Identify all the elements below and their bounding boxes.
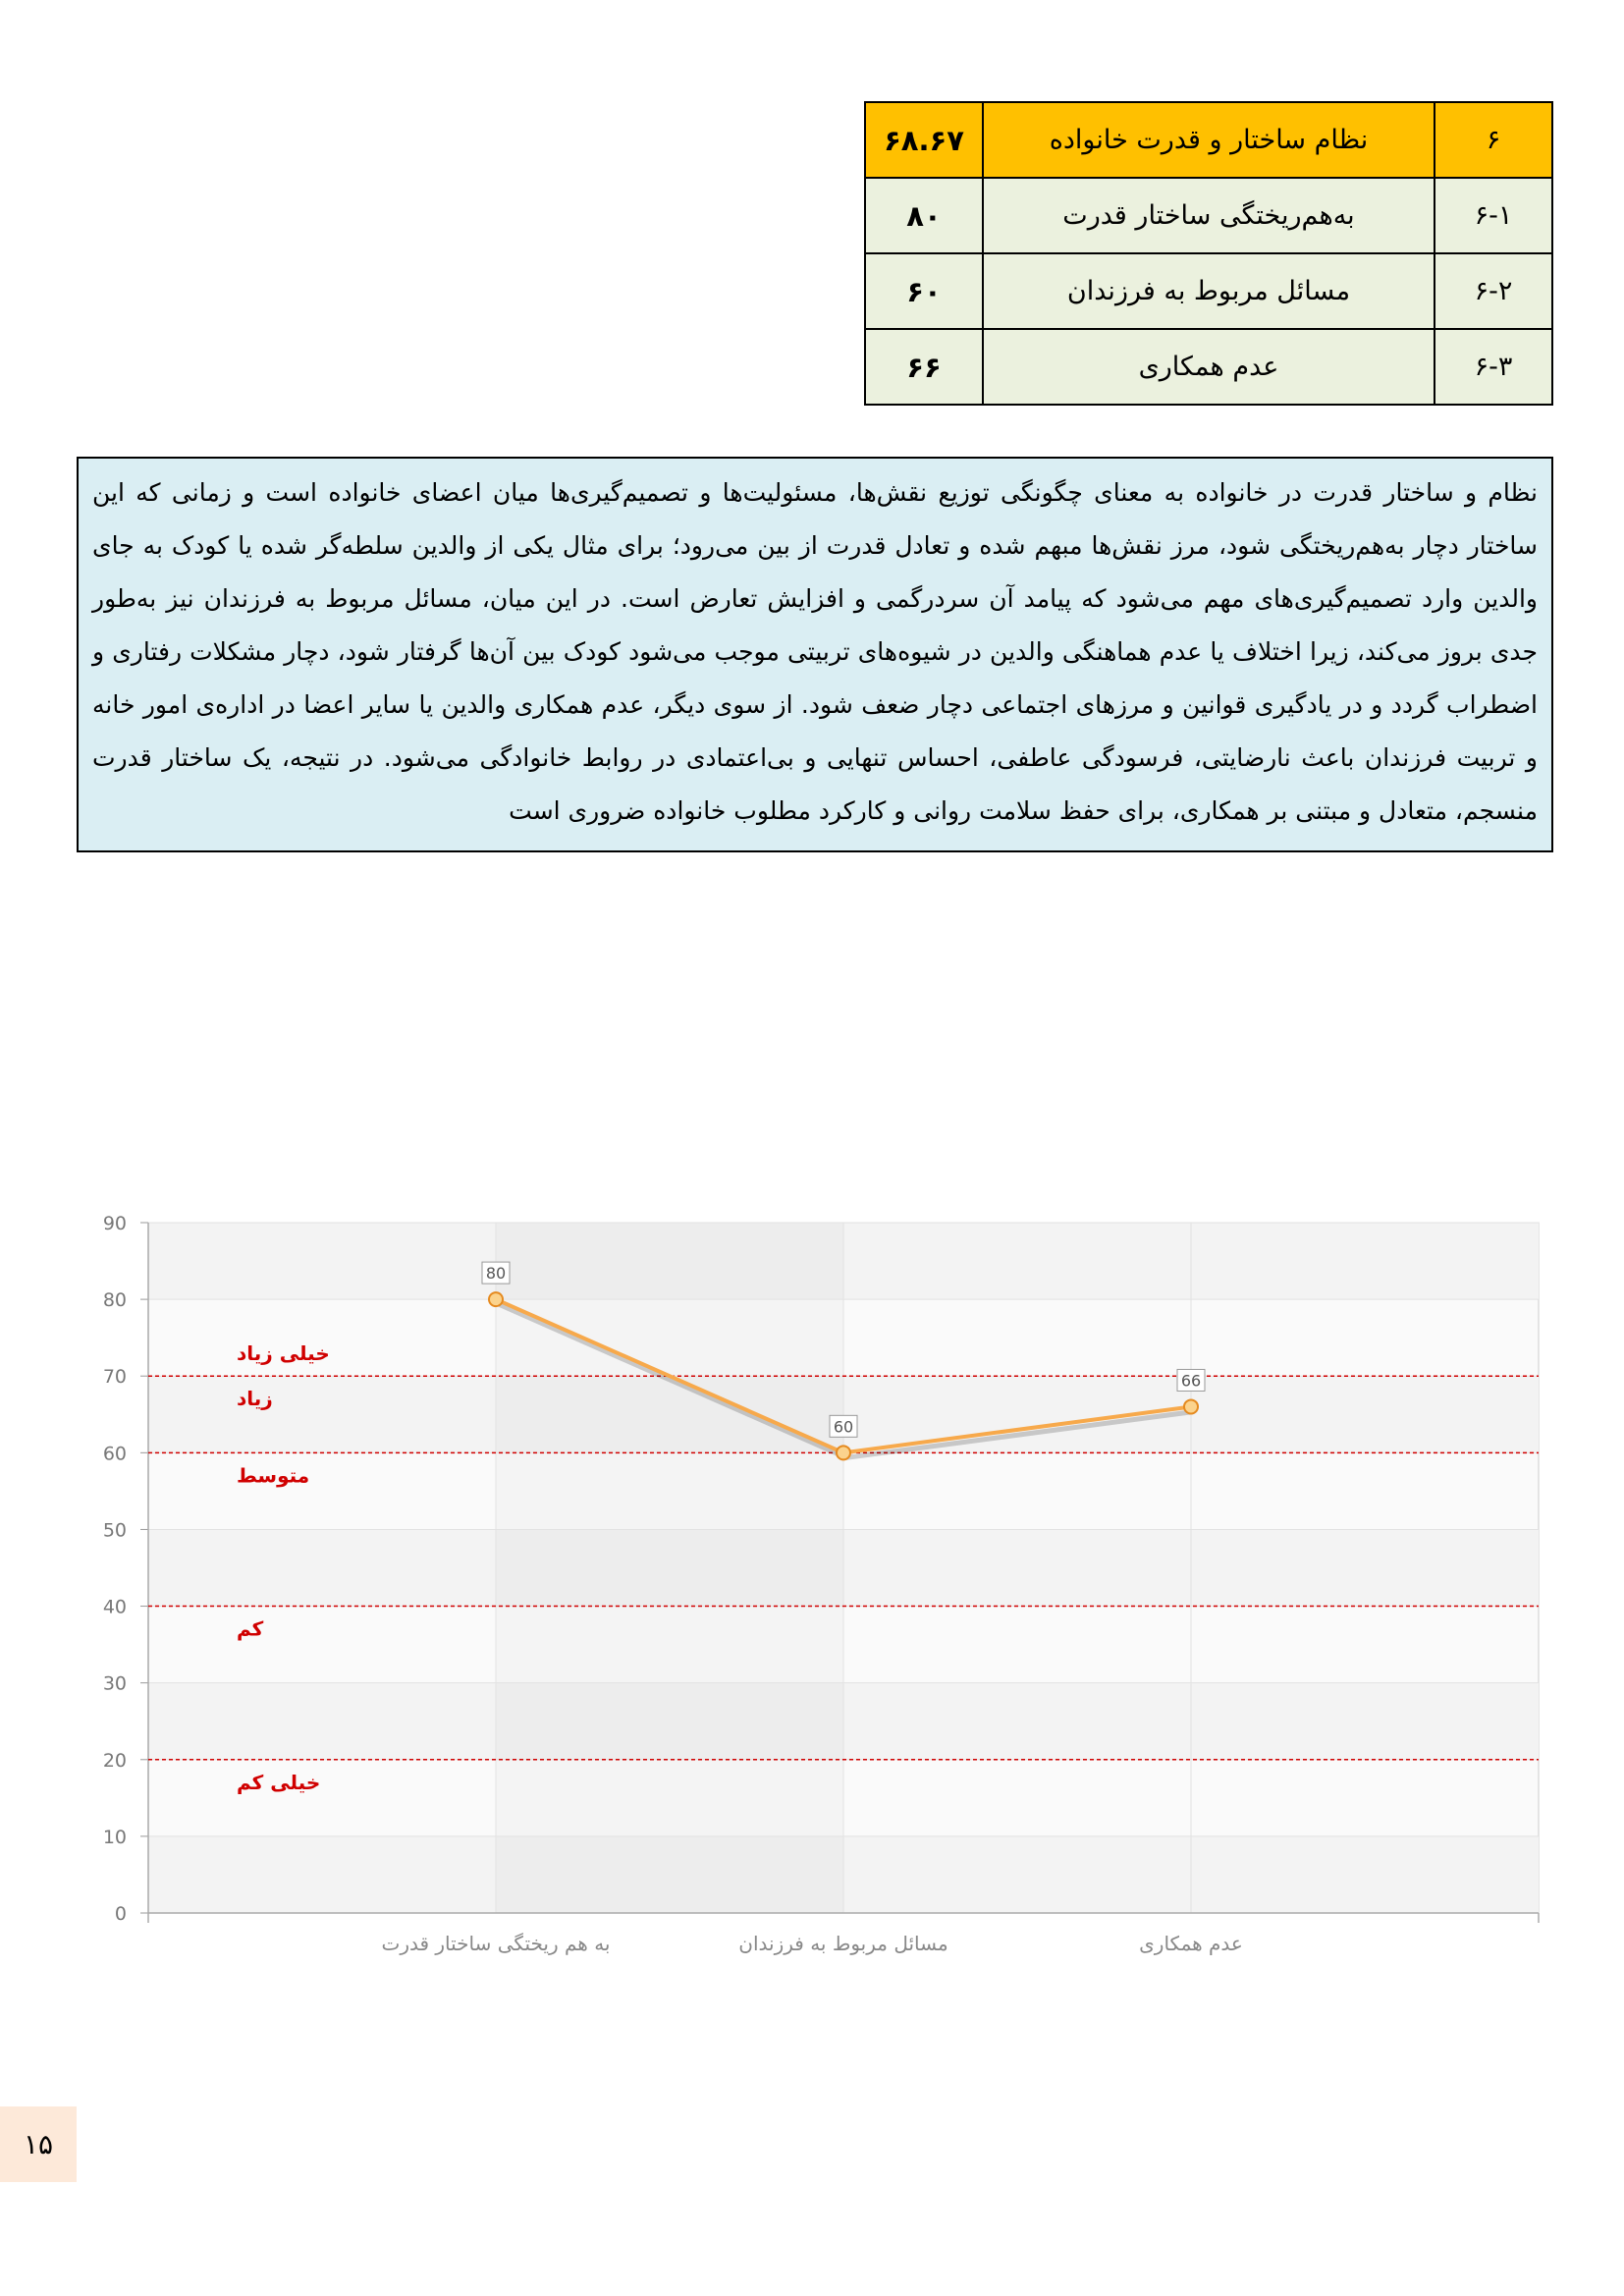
- band-label: خیلی کم: [237, 1770, 321, 1794]
- data-label: 66: [1180, 1371, 1202, 1391]
- y-tick-label: 0: [114, 1903, 127, 1925]
- y-tick-label: 20: [102, 1749, 127, 1772]
- explanation-box: [77, 457, 1553, 852]
- score-table-header-row: [865, 102, 1552, 178]
- table-row: [865, 178, 1552, 253]
- section-score: ۶۸.۶۷: [865, 102, 983, 178]
- band-label: زیاد: [237, 1387, 273, 1411]
- data-label: 80: [485, 1264, 507, 1284]
- row-score: ۸۰: [865, 178, 983, 253]
- page-number: [0, 2106, 77, 2182]
- y-tick-label: 90: [102, 1213, 127, 1234]
- y-tick-label: 30: [102, 1672, 127, 1695]
- data-label: 60: [833, 1417, 854, 1437]
- y-tick-label: 80: [102, 1289, 127, 1312]
- y-tick-label: 60: [102, 1443, 127, 1465]
- row-code: ۶-۳: [1435, 329, 1552, 405]
- data-point: [837, 1446, 850, 1459]
- row-code: ۶-۱: [1435, 178, 1552, 253]
- row-title: عدم همکاری: [983, 329, 1435, 405]
- row-title: به‌هم‌ریختگی ساختار قدرت: [983, 178, 1435, 253]
- row-score: ۶۰: [865, 253, 983, 329]
- y-tick-label: 10: [102, 1826, 127, 1848]
- table-row: [865, 329, 1552, 405]
- page-number-text: ۱۵: [23, 2128, 54, 2160]
- data-point: [1184, 1399, 1198, 1413]
- band-label: کم: [237, 1616, 264, 1641]
- band-label: خیلی زیاد: [237, 1341, 330, 1366]
- data-point: [489, 1292, 503, 1306]
- line-chart: [0, 1159, 1624, 1994]
- table-row: [865, 253, 1552, 329]
- row-score: ۶۶: [865, 329, 983, 405]
- row-code: ۶-۲: [1435, 253, 1552, 329]
- y-tick-label: 40: [102, 1596, 127, 1618]
- x-tick-label: به هم ریختگی ساختار قدرت: [381, 1932, 611, 1955]
- explanation-text: نظام و ساختار قدرت در خانواده به معنای چگونگی توزیع نقش‌ها، مسئولیت‌ها و تصمیم‌گیری‌ها میان اعضای خانواده است و زمانی که این ساختار دچار به‌هم‌ریختگی شود، مرز نقش‌ها مبهم شده و تعادل قدرت از بین می‌رود؛ برای مثال یکی از والدین سلطه‌گر شده یا کودک به جای والدین وارد تصمیم‌گیری‌های مهم می‌شود که پیامد آن سردرگمی و افزایش تعارض است. در این میان، مسائل مربوط به فرزندان نیز به‌طور جدی بروز می‌کند، زیرا اختلاف یا عدم هماهنگی والدین در شیوه‌های تربیتی موجب می‌شود کودک بین آن‌ها گرفتار شود، دچار مشکلات رفتاری و اضطراب گردد و در یادگیری قوانین و مرزهای اجتماعی دچار ضعف شود. از سوی دیگر، عدم همکاری والدین یا سایر اعضا در اداره‌ی امور خانه و تربیت فرزندان باعث نارضایتی، فرسودگی عاطفی، احساس تنهایی و بی‌اعتمادی در روابط خانوادگی می‌شود. در نتیجه، یک ساختار قدرت منسجم، متعادل و مبتنی بر همکاری، برای حفظ سلامت روانی و کارکرد مطلوب خانواده ضروری است: [92, 478, 1538, 825]
- band-label: متوسط: [237, 1463, 310, 1488]
- x-tick-label: مسائل مربوط به فرزندان: [738, 1932, 948, 1955]
- x-tick-label: عدم همکاری: [1139, 1932, 1243, 1955]
- section-code: ۶: [1435, 102, 1552, 178]
- section-title: نظام ساختار و قدرت خانواده: [983, 102, 1435, 178]
- score-table: [864, 101, 1553, 406]
- y-tick-label: 50: [102, 1519, 127, 1542]
- row-title: مسائل مربوط به فرزندان: [983, 253, 1435, 329]
- y-tick-label: 70: [102, 1366, 127, 1389]
